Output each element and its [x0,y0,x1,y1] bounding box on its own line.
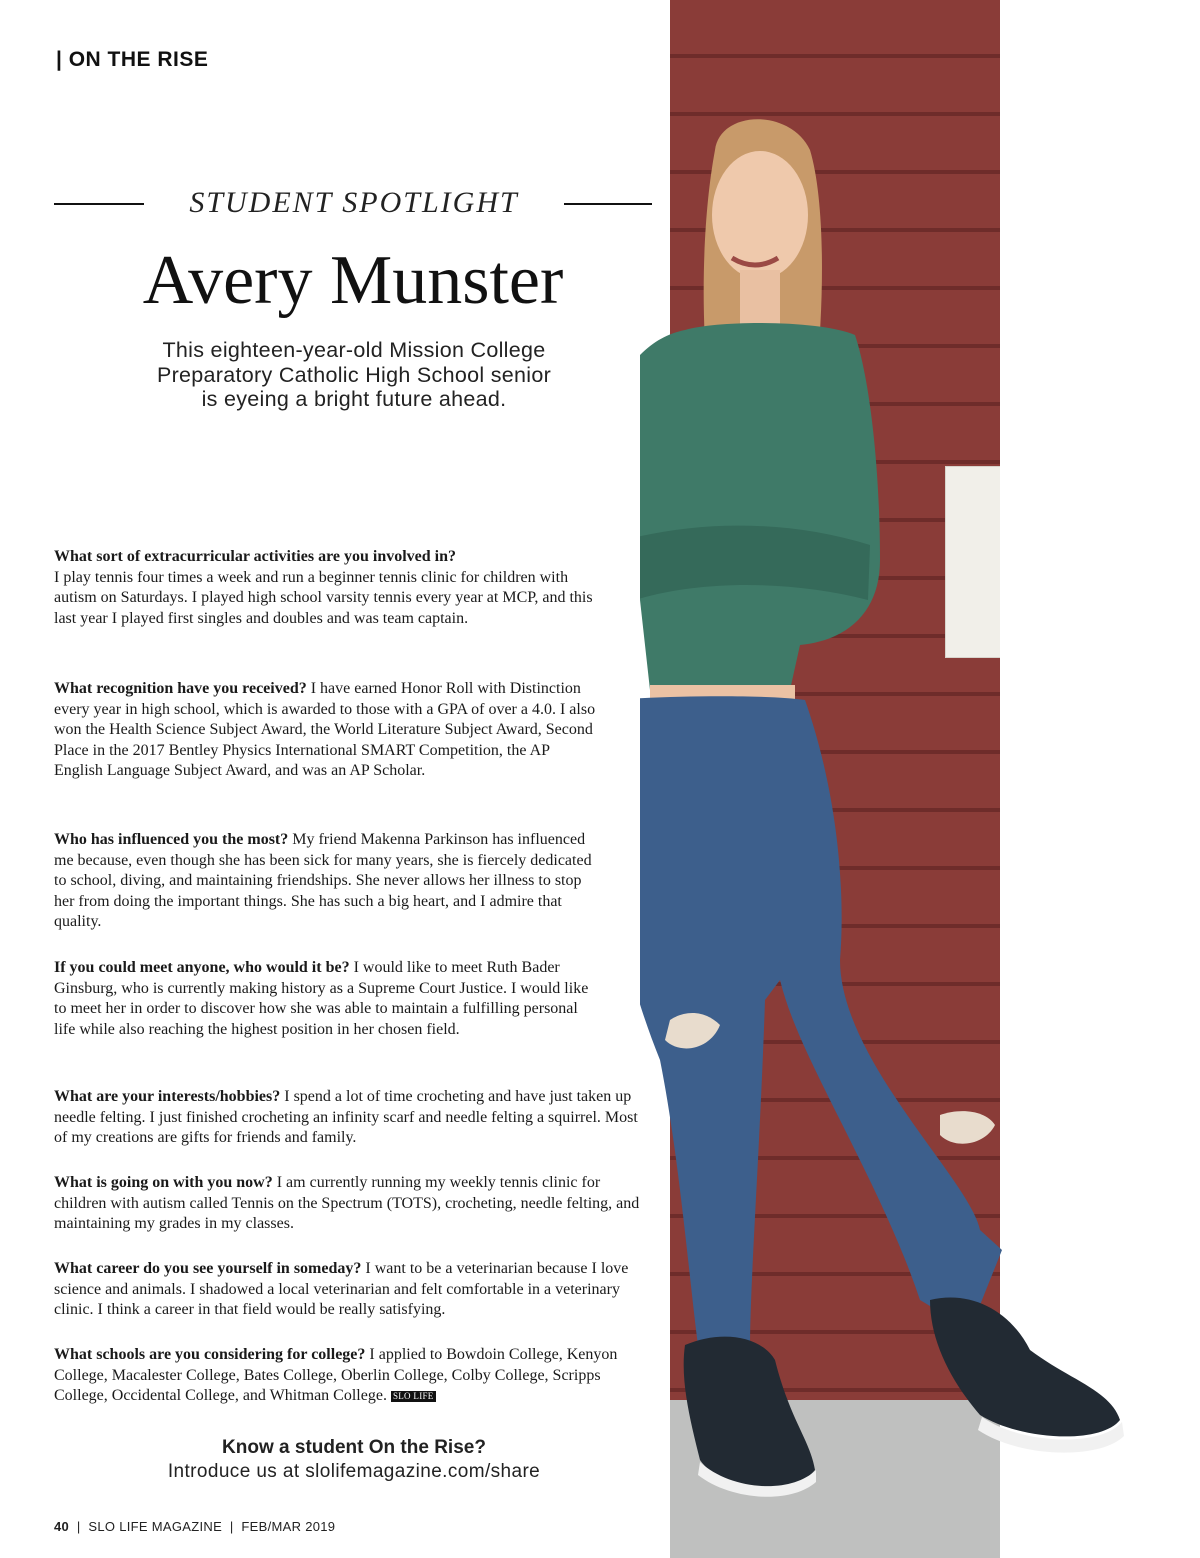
footer-separator: | [222,1519,242,1534]
qa-answer: My friend Makenna Parkinson has influenced me because, even though she has been sick for many years, she is fiercely dedicated to school, diving, and maintaining friendships. She never allows her illness to stop her from doing the important things. She has such a big heart, and I admire that quality. [54,831,592,930]
subtitle-line: This eighteen-year-old Mission College [162,338,546,362]
subtitle-line: is eyeing a bright future ahead. [201,387,507,411]
qa-answer: I spend a lot of time crocheting and have just taken up needle felting. I just finished crocheting an infinity scarf and needle felting a squirrel. Most of my creations are gifts for friends and family. [54,1088,638,1146]
qa-answer: I would like to meet Ruth Bader Ginsburg, who is currently making history as a Supreme Court Justice. I would like to meet her in order to discover how she was able to maintain a fulfilling personal life while also reaching the highest position in her chosen field. [54,959,589,1038]
kicker-row [54,186,652,226]
qa-item [54,830,599,933]
qa-question: What schools are you considering for college? [54,1346,366,1363]
qa-question: What recognition have you received? [54,680,307,697]
qa-item [54,958,599,1040]
qa-question: What is going on with you now? [54,1174,273,1191]
article-subtitle [80,338,628,412]
section-tag: | ON THE RISE [56,48,209,71]
kicker: STUDENT SPOTLIGHT [189,186,519,219]
student-photo [640,0,1200,1558]
cta-heading: Know a student On the Rise? [222,1437,486,1458]
qa-answer: I have earned Honor Roll with Distinction every year in high school, which is awarded to those with a GPA of over a 4.0. I also won the Health Science Subject Award, the World Literature Subject Award, Second Place in the 2017 Bentley Physics International SMART Competition, the AP English Language Subject Award, and was an AP Scholar. [54,680,596,779]
qa-item [54,1173,654,1235]
call-to-action [80,1436,628,1484]
footer-separator: | [69,1519,89,1534]
qa-answer: I want to be a veterinarian because I love science and animals. I shadowed a local veterinarian and felt comfortable in a veterinary clinic. I think a career in that field would be really satisfying. [54,1260,629,1318]
issue-date: FEB/MAR 2019 [241,1519,336,1534]
qa-question: What are your interests/hobbies? [54,1088,281,1105]
page-footer [54,1519,335,1534]
qa-question: Who has influenced you the most? [54,831,289,848]
student-name: Avery Munster [142,242,564,319]
qa-item [54,1345,644,1407]
qa-question: What sort of extracurricular activities are you involved in? [54,548,457,565]
cta-link-text[interactable]: Introduce us at slolifemagazine.com/share [167,1461,541,1482]
qa-question: If you could meet anyone, who would it be? [54,959,350,976]
qa-question: What career do you see yourself in someday? [54,1260,362,1277]
qa-answer: I am currently running my weekly tennis clinic for children with autism called Tennis on the Spectrum (TOTS), crocheting, needle felting, and maintaining my grades in my classes. [54,1174,640,1232]
qa-item [54,1259,659,1321]
kicker-rule-right [564,203,652,205]
subtitle-line: Preparatory Catholic High School senior [156,362,552,387]
qa-answer: I play tennis four times a week and run a beginner tennis clinic for children with autism on Saturdays. I played high school varsity tennis every year at MCP, and this last year I played first singles and doubles and was team captain. [54,568,593,627]
page-number: 40 [54,1519,70,1534]
qa-answer: I applied to Bowdoin College, Kenyon College, Macalester College, Bates College, Oberlin College, Colby College, Scripps College, Occidental College, and Whitman College. [54,1346,618,1404]
end-mark: SLO LIFE [392,1391,434,1401]
qa-item [54,547,594,629]
magazine-name: SLO LIFE MAGAZINE [88,1519,223,1534]
qa-item [54,679,599,782]
student-figure [640,0,1200,1558]
kicker-rule-left [54,203,144,205]
qa-item [54,1087,654,1149]
